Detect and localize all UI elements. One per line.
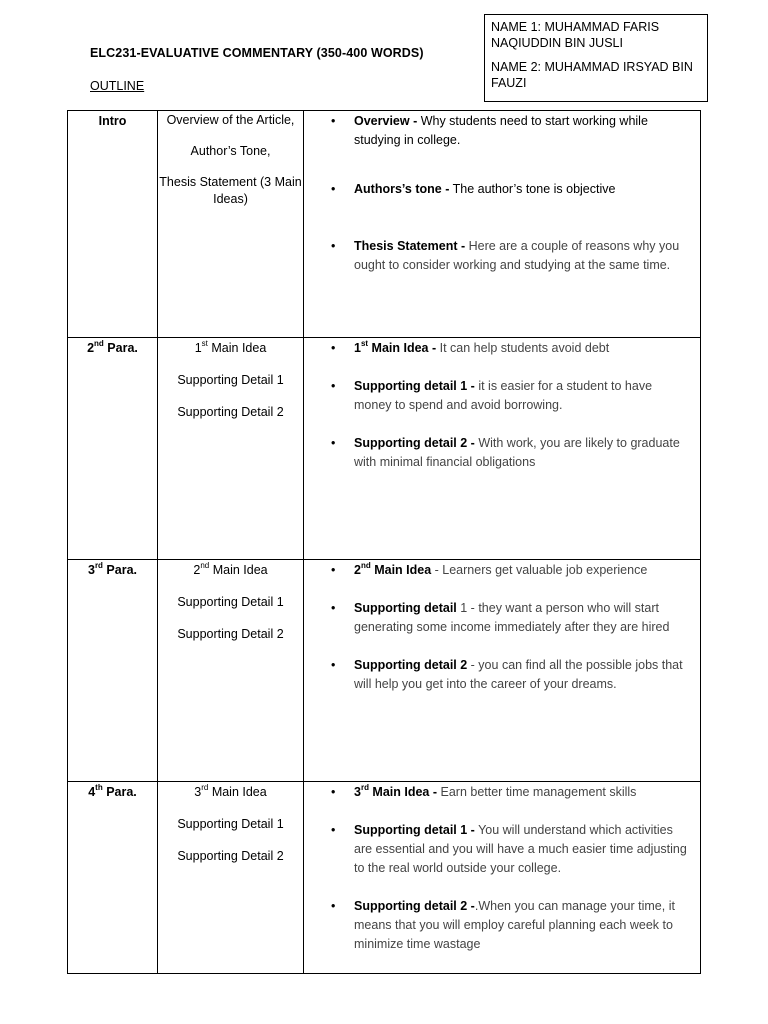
names-box: [484, 14, 708, 102]
parts-cell: [158, 782, 304, 974]
name-2: NAME 2: MUHAMMAD IRSYAD BIN FAUZI: [491, 60, 693, 90]
outline-heading: OUTLINE: [90, 79, 145, 93]
bullet-list: [316, 112, 692, 275]
document-title: ELC231-EVALUATIVE COMMENTARY (350-400 WORDS): [90, 46, 424, 60]
section-cell: [68, 111, 158, 338]
content-cell: [304, 111, 701, 338]
table-row-intro: [68, 111, 701, 338]
bullet-list: [316, 339, 692, 472]
table-row-para-2: [68, 338, 701, 560]
table-row-para-4: [68, 782, 701, 974]
list-item: • Authors’s tone - The author’s tone is objective: [316, 180, 692, 199]
part-label: Supporting Detail 1: [177, 595, 284, 609]
content-cell: [304, 782, 701, 974]
list-item: • Thesis Statement - Here are a couple of reasons why you ought to consider working and studying at the same time.: [316, 237, 692, 275]
part-label: Supporting Detail 2: [177, 849, 284, 863]
part-label: Supporting Detail 1: [177, 817, 284, 831]
name-1: NAME 1: MUHAMMAD FARIS NAQIUDDIN BIN JUSLI: [491, 20, 660, 50]
content-cell: [304, 338, 701, 560]
part-label: 1st Main Idea: [194, 338, 267, 355]
list-item: • Supporting detail 1 - it is easier for a student to have money to spend and avoid borrowing.: [316, 377, 692, 415]
section-label: Intro: [98, 114, 127, 128]
part-label: 3rd Main Idea: [194, 782, 267, 799]
parts-cell: [158, 111, 304, 338]
part-label: Overview of the Article,: [166, 113, 295, 127]
list-item: • Supporting detail 1 - You will understand which activities are essential and you will have a much easier time adjusting to the real world outside your college.: [316, 821, 692, 878]
list-item: • Supporting detail 2 -.When you can manage your time, it means that you will employ careful planning each week to minimize time wastage: [316, 897, 692, 954]
bullet-list: [316, 561, 692, 694]
list-item: • 1st Main Idea - It can help students avoid debt: [316, 339, 692, 358]
list-item: • Supporting detail 2 - you can find all the possible jobs that will help you get into the career of your dreams.: [316, 656, 692, 694]
outline-table: [67, 110, 701, 974]
section-cell: 2nd Para.: [68, 338, 158, 560]
section-cell: 3rd Para.: [68, 560, 158, 782]
part-label: Supporting Detail 2: [177, 405, 284, 419]
part-label: Supporting Detail 2: [177, 627, 284, 641]
content-cell: [304, 560, 701, 782]
list-item: • Supporting detail 1 - they want a person who will start generating some income immediately after they are hired: [316, 599, 692, 637]
part-label: Thesis Statement (3 Main Ideas): [159, 175, 302, 206]
part-label: Author’s Tone,: [190, 144, 271, 158]
list-item: • Overview - Why students need to start working while studying in college.: [316, 112, 692, 150]
part-label: 2nd Main Idea: [193, 560, 268, 577]
part-label: Supporting Detail 1: [177, 373, 284, 387]
list-item: • 3rd Main Idea - Earn better time management skills: [316, 783, 692, 802]
parts-cell: [158, 338, 304, 560]
list-item: • 2nd Main Idea - Learners get valuable job experience: [316, 561, 692, 580]
bullet-list: [316, 783, 692, 954]
parts-cell: [158, 560, 304, 782]
table-row-para-3: [68, 560, 701, 782]
section-cell: 4th Para.: [68, 782, 158, 974]
list-item: • Supporting detail 2 - With work, you are likely to graduate with minimal financial obligations: [316, 434, 692, 472]
